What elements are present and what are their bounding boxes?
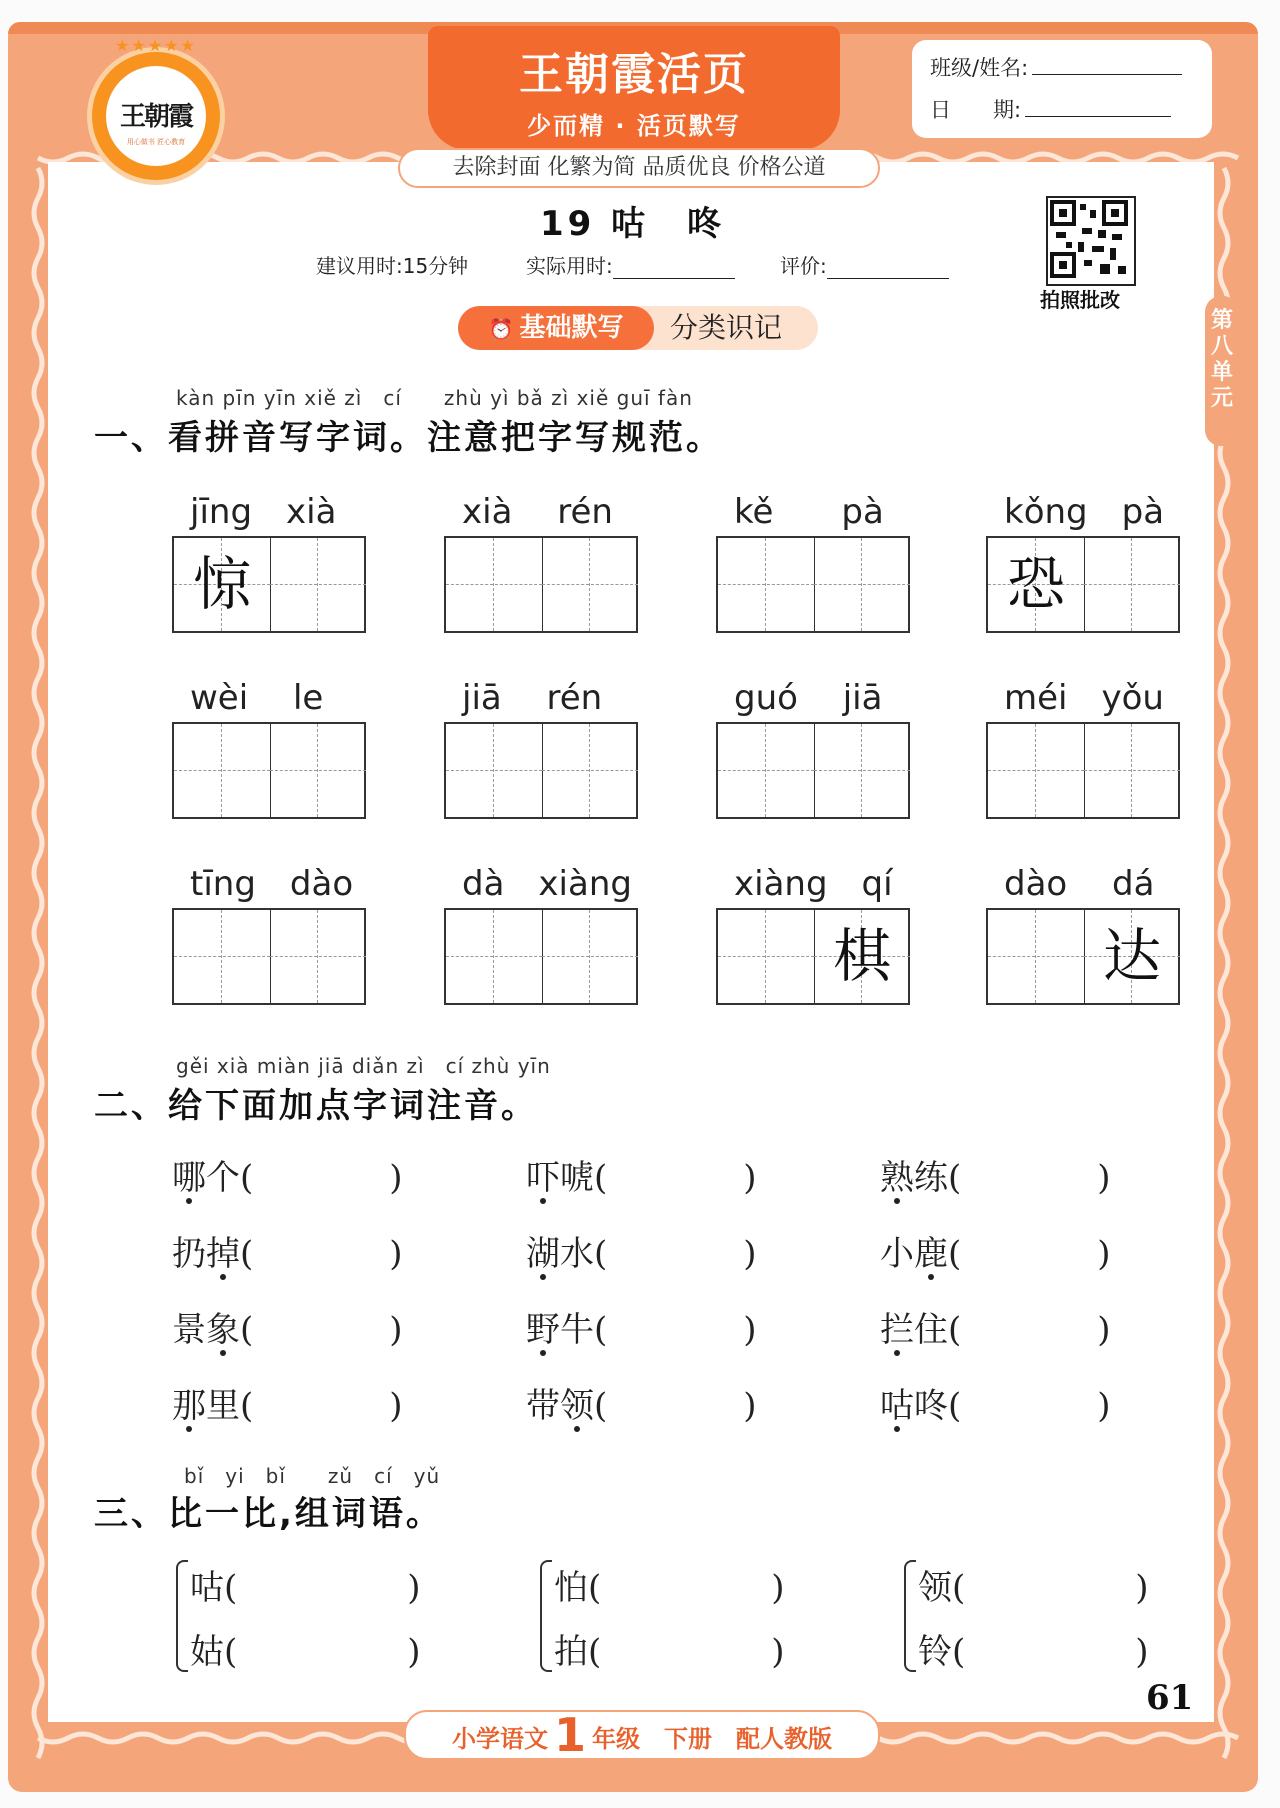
answer-parentheses[interactable]: ( ): [594, 1234, 757, 1274]
grid-guide-horizontal: [718, 584, 814, 585]
grid-guide-horizontal: [542, 770, 638, 771]
item-word: 野牛: [526, 1310, 594, 1350]
footer-grade-info: 年级 下册 配人教版: [592, 1725, 832, 1753]
grid-guide-horizontal: [270, 584, 366, 585]
emphasis-dot: [220, 1274, 226, 1280]
pronunciation-item: [172, 1150, 403, 1199]
answer-parentheses[interactable]: ( ): [948, 1386, 1111, 1426]
compare-character: 铃: [918, 1632, 952, 1672]
compare-character: 姑: [190, 1632, 224, 1672]
writing-cell[interactable]: [174, 724, 271, 817]
answer-parentheses[interactable]: ( ): [594, 1386, 757, 1426]
pinyin-label: kě pà: [734, 492, 884, 532]
grid-guide-horizontal: [542, 956, 638, 957]
answer-parentheses[interactable]: ( ): [224, 1632, 421, 1672]
qr-code-icon[interactable]: [1046, 196, 1136, 286]
emphasis-dot: [894, 1350, 900, 1356]
prefilled-character: 达: [1102, 922, 1161, 990]
date-field[interactable]: [1025, 98, 1171, 117]
grid-guide-horizontal: [718, 770, 814, 771]
group-brace: [904, 1560, 916, 1672]
grid-guide-horizontal: [174, 956, 270, 957]
pill-basic: [458, 306, 654, 350]
writing-grid[interactable]: [716, 536, 910, 633]
pinyin-label: dào dá: [1004, 864, 1155, 904]
class-name-field[interactable]: [1032, 56, 1182, 75]
grid-guide-horizontal: [542, 584, 638, 585]
emphasis-dot: [894, 1426, 900, 1432]
actual-time-row: [526, 250, 735, 279]
item-word: 那里: [172, 1386, 240, 1426]
tagline: 去除封面 化繁为简 品质优良 价格公道: [398, 148, 880, 188]
student-info-box: [912, 40, 1212, 138]
grid-guide-horizontal: [174, 770, 270, 771]
emphasis-dot: [220, 1350, 226, 1356]
answer-parentheses[interactable]: ( ): [948, 1234, 1111, 1274]
pronunciation-item: [880, 1226, 1111, 1275]
grid-guide-horizontal: [718, 956, 814, 957]
writing-grid[interactable]: [986, 722, 1180, 819]
item-word: 扔掉: [172, 1234, 240, 1274]
pronunciation-item: [880, 1378, 1111, 1427]
pronunciation-item: [526, 1378, 757, 1427]
pinyin-label: guó jiā: [734, 678, 883, 718]
prefilled-character: 恐: [1006, 550, 1065, 618]
pill-basic-label: 基础默写: [519, 313, 624, 343]
item-word: 哪个: [172, 1158, 240, 1198]
writing-cell[interactable]: [270, 538, 366, 631]
actual-time-field[interactable]: [613, 258, 735, 279]
writing-cell[interactable]: [718, 538, 815, 631]
actual-time-label: 实际用时:: [526, 254, 613, 278]
compare-item: [918, 1560, 1149, 1609]
grid-guide-horizontal: [988, 770, 1084, 771]
pinyin-label: jiā rén: [462, 678, 603, 718]
grid-guide-horizontal: [446, 584, 542, 585]
answer-parentheses[interactable]: ( ): [952, 1632, 1149, 1672]
answer-parentheses[interactable]: ( ): [240, 1386, 403, 1426]
writing-grid[interactable]: [172, 722, 366, 819]
answer-parentheses[interactable]: ( ): [948, 1158, 1111, 1198]
section2-title: 二、给下面加点字词注音。: [94, 1086, 538, 1126]
grid-guide-horizontal: [988, 956, 1084, 957]
writing-cell[interactable]: [174, 538, 271, 631]
writing-cell[interactable]: [988, 724, 1085, 817]
logo-stars-icon: ★★★★★: [115, 36, 197, 55]
emphasis-dot: [186, 1426, 192, 1432]
lesson-title: 19 咕 咚: [540, 204, 726, 244]
unit-tab-label: 第八单元: [1211, 308, 1234, 411]
item-word: 拦住: [880, 1310, 948, 1350]
pronunciation-item: [880, 1150, 1111, 1199]
writing-cell[interactable]: [814, 910, 910, 1003]
compare-character: 咕: [190, 1568, 224, 1608]
writing-grid[interactable]: [986, 908, 1180, 1005]
brand-banner: [428, 26, 840, 150]
group-brace: [540, 1560, 552, 1672]
evaluation-field[interactable]: [827, 258, 949, 279]
item-word: 景象: [172, 1310, 240, 1350]
item-word: 熟练: [880, 1158, 948, 1198]
pinyin-label: méi yǒu: [1004, 678, 1164, 718]
writing-grid[interactable]: [716, 908, 910, 1005]
section-pill: [458, 306, 818, 350]
answer-parentheses[interactable]: ( ): [594, 1310, 757, 1350]
writing-grid[interactable]: [444, 722, 638, 819]
pronunciation-item: [526, 1150, 757, 1199]
footer-banner: [404, 1710, 880, 1760]
compare-item: [190, 1624, 421, 1673]
compare-item: [190, 1560, 421, 1609]
class-name-row: [930, 52, 1182, 82]
logo-text: 王朝霞: [119, 102, 192, 132]
answer-parentheses[interactable]: ( ): [224, 1568, 421, 1608]
page-number: 61: [1146, 1678, 1194, 1718]
footer-subject: 小学语文: [451, 1725, 548, 1753]
group-brace: [176, 1560, 188, 1672]
answer-parentheses[interactable]: ( ): [952, 1568, 1149, 1608]
pinyin-label: tīng dào: [190, 864, 354, 904]
writing-cell[interactable]: [1084, 538, 1180, 631]
footer-grade-number: 1: [553, 1708, 586, 1762]
writing-cell[interactable]: [446, 724, 543, 817]
writing-grid[interactable]: [172, 908, 366, 1005]
writing-cell[interactable]: [814, 538, 910, 631]
item-word: 带领: [526, 1386, 594, 1426]
writing-cell[interactable]: [814, 724, 910, 817]
pronunciation-item: [172, 1302, 403, 1351]
writing-grid[interactable]: [444, 536, 638, 633]
compare-character: 领: [918, 1568, 952, 1608]
grid-guide-horizontal: [446, 770, 542, 771]
suggested-time: 建议用时:15分钟: [316, 254, 469, 278]
section3-pinyin: bǐ yi bǐ zǔ cí yǔ: [184, 1464, 441, 1488]
qr-label: 拍照批改: [1040, 288, 1120, 312]
date-row: [930, 94, 1171, 124]
pinyin-label: xiàng qí: [734, 864, 893, 904]
emphasis-dot: [186, 1198, 192, 1204]
emphasis-dot: [928, 1274, 934, 1280]
pronunciation-item: [172, 1378, 403, 1427]
item-word: 湖水: [526, 1234, 594, 1274]
answer-parentheses[interactable]: ( ): [948, 1310, 1111, 1350]
pronunciation-item: [526, 1302, 757, 1351]
date-label: 日 期:: [930, 98, 1022, 122]
pronunciation-item: [172, 1226, 403, 1275]
unit-tab: [1205, 296, 1239, 446]
pronunciation-item: [526, 1226, 757, 1275]
item-word: 吓唬: [526, 1158, 594, 1198]
pronunciation-item: [880, 1302, 1111, 1351]
compare-character: 拍: [554, 1632, 588, 1672]
writing-cell[interactable]: [446, 910, 543, 1003]
grid-guide-horizontal: [814, 770, 910, 771]
writing-cell[interactable]: [718, 910, 815, 1003]
section2-pinyin: gěi xià miàn jiā diǎn zì cí zhù yīn: [176, 1054, 551, 1078]
grid-guide-horizontal: [1084, 584, 1180, 585]
item-word: 小鹿: [880, 1234, 948, 1274]
answer-parentheses[interactable]: ( ): [240, 1158, 403, 1198]
evaluation-row: [780, 250, 949, 279]
answer-parentheses[interactable]: ( ): [240, 1234, 403, 1274]
answer-parentheses[interactable]: ( ): [240, 1310, 403, 1350]
compare-item: [554, 1560, 785, 1609]
compare-item: [554, 1624, 785, 1673]
emphasis-dot: [540, 1274, 546, 1280]
pill-classify-label: 分类识记: [670, 311, 783, 344]
writing-cell[interactable]: [270, 910, 366, 1003]
banner-title: 王朝霞活页: [519, 49, 749, 100]
alarm-clock-icon: ⏰: [488, 317, 514, 341]
grid-guide-horizontal: [446, 956, 542, 957]
writing-cell[interactable]: [718, 724, 815, 817]
prefilled-character: 棋: [832, 922, 891, 990]
writing-cell[interactable]: [542, 538, 638, 631]
writing-cell[interactable]: [988, 538, 1085, 631]
emphasis-dot: [540, 1198, 546, 1204]
writing-grid[interactable]: [172, 536, 366, 633]
evaluation-label: 评价:: [780, 254, 827, 278]
answer-parentheses[interactable]: ( ): [594, 1158, 757, 1198]
writing-cell[interactable]: [446, 538, 543, 631]
item-word: 咕咚: [880, 1386, 948, 1426]
writing-grid[interactable]: [444, 908, 638, 1005]
writing-grid[interactable]: [716, 722, 910, 819]
grid-guide-horizontal: [270, 770, 366, 771]
section1-title: 一、看拼音写字词。注意把字写规范。: [94, 418, 723, 458]
writing-cell[interactable]: [542, 724, 638, 817]
grid-guide-horizontal: [270, 956, 366, 957]
grid-guide-horizontal: [814, 584, 910, 585]
prefilled-character: 惊: [192, 550, 251, 618]
writing-cell[interactable]: [174, 910, 271, 1003]
writing-grid[interactable]: [986, 536, 1180, 633]
pinyin-label: xià rén: [462, 492, 613, 532]
answer-parentheses[interactable]: ( ): [588, 1568, 785, 1608]
section1-pinyin: kàn pīn yīn xiě zì cí zhù yì bǎ zì xiě guī fàn: [176, 386, 693, 410]
emphasis-dot: [574, 1426, 580, 1432]
writing-cell[interactable]: [542, 910, 638, 1003]
pinyin-label: wèi le: [190, 678, 324, 718]
logo-subtext: 用心做书 匠心教育: [126, 138, 186, 146]
compare-item: [918, 1624, 1149, 1673]
answer-parentheses[interactable]: ( ): [588, 1632, 785, 1672]
class-name-label: 班级/姓名:: [930, 56, 1029, 80]
section3-title: 三、比一比,组词语。: [94, 1494, 443, 1534]
grid-guide-horizontal: [1084, 770, 1180, 771]
emphasis-dot: [894, 1198, 900, 1204]
compare-character: 怕: [554, 1568, 588, 1608]
banner-subtitle: 少而精 · 活页默写: [527, 112, 741, 140]
writing-cell[interactable]: [1084, 910, 1180, 1003]
brand-logo: [92, 36, 220, 180]
pinyin-label: kǒng pà: [1004, 492, 1165, 532]
writing-cell[interactable]: [988, 910, 1085, 1003]
emphasis-dot: [540, 1350, 546, 1356]
pinyin-label: dà xiàng: [462, 864, 632, 904]
writing-cell[interactable]: [1084, 724, 1180, 817]
writing-cell[interactable]: [270, 724, 366, 817]
pinyin-label: jīng xià: [190, 492, 337, 532]
